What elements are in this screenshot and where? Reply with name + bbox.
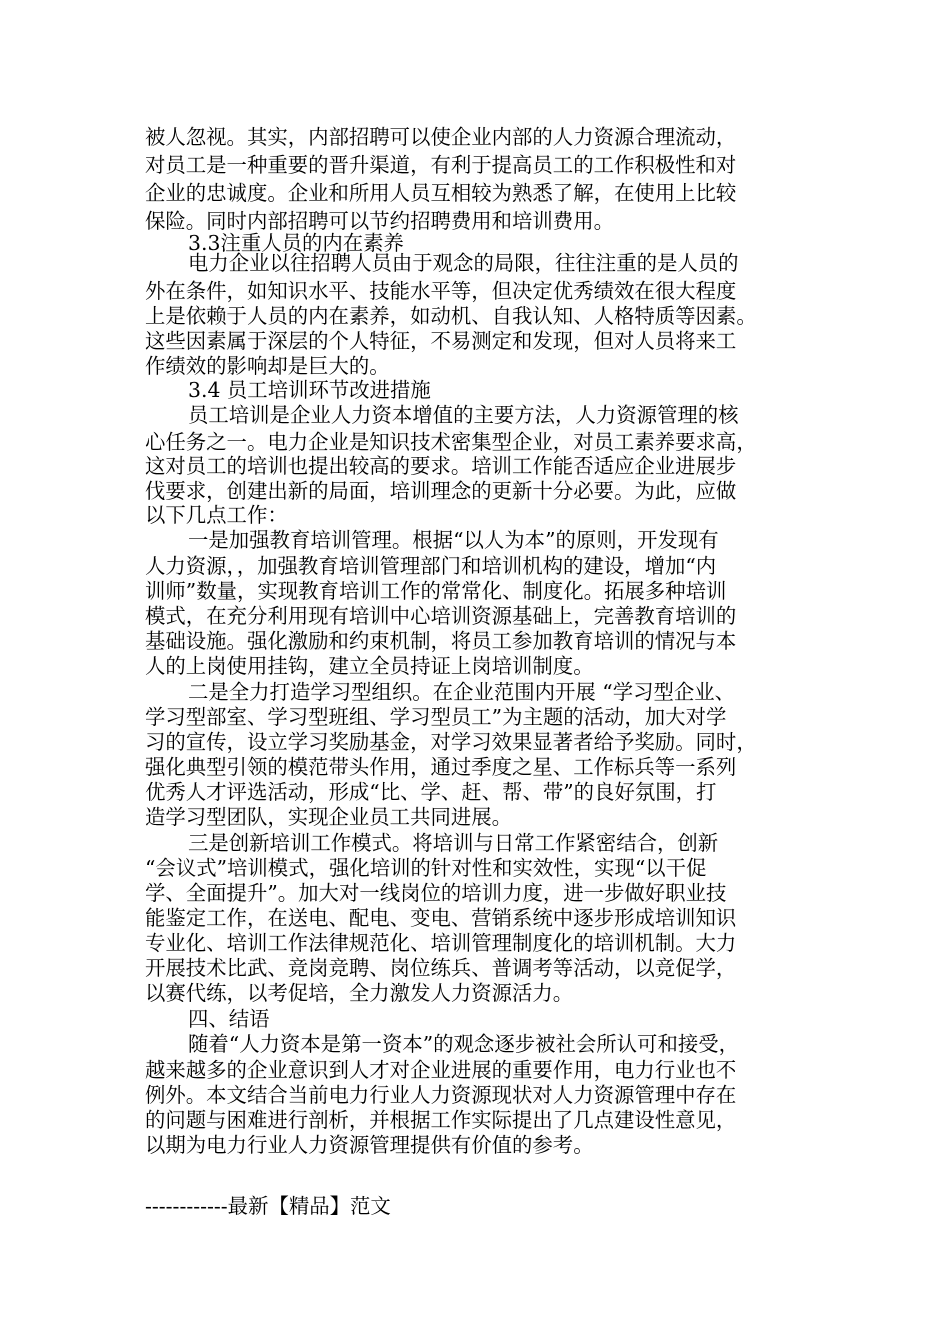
paragraph-line: 心任务之一。电力企业是知识技术密集型企业，对员工素养要求高， — [145, 430, 757, 454]
paragraph-line: 人的上岗使用挂钩，建立全员持证上岗培训制度。 — [145, 654, 594, 678]
paragraph-line: 造学习型团队，实现企业员工共同进展。 — [145, 805, 513, 829]
paragraph-line: 保险。同时内部招聘可以节约招聘费用和培训费用。 — [145, 209, 614, 233]
section-heading: 四、结语 — [188, 1007, 270, 1031]
paragraph-line: 模式，在充分利用现有培训中心培训资源基础上，完善教育培训的 — [145, 604, 737, 628]
paragraph-line: 习的宣传，设立学习奖励基金，对学习效果显著者给予奖励。同时， — [145, 730, 757, 754]
paragraph-line: 人力资源，，加强教育培训管理部门和培训机构的建设，增加“内 — [145, 554, 717, 578]
paragraph-line: 外在条件，如知识水平、技能水平等，但决定优秀绩效在很大程度 — [145, 279, 737, 303]
paragraph-line: 专业化、培训工作法律规范化、培训管理制度化的培训机制。大力 — [145, 931, 737, 955]
paragraph-line: “会议式”培训模式，强化培训的针对性和实效性，实现“以干促 — [145, 856, 707, 880]
paragraph-line: 能鉴定工作，在送电、配电、变电、营销系统中逐步形成培训知识 — [145, 906, 737, 930]
paragraph-line: 的问题与困难进行剖析，并根据工作实际提出了几点建设性意见， — [145, 1108, 737, 1132]
paragraph-line: 以下几点工作： — [145, 503, 288, 527]
paragraph-line: 三是创新培训工作模式。将培训与日常工作紧密结合，创新 — [188, 831, 719, 855]
section-heading: 3.4 员工培训环节改进措施 — [188, 378, 431, 402]
paragraph-line: 随着“人力资本是第一资本”的观念逐步被社会所认可和接受， — [188, 1032, 740, 1056]
paragraph-line: 以期为电力行业人力资源管理提供有价值的参考。 — [145, 1133, 594, 1157]
paragraph-line: 电力企业以往招聘人员由于观念的局限，往往注重的是人员的 — [188, 251, 739, 275]
paragraph-line: 上是依赖于人员的内在素养，如动机、自我认知、人格特质等因素。 — [145, 304, 757, 328]
paragraph-line: 开展技术比武、竞岗竞聘、岗位练兵、普调考等活动，以竞促学， — [145, 956, 737, 980]
paragraph-line: 这对员工的培训也提出较高的要求。培训工作能否适应企业进展步 — [145, 454, 737, 478]
paragraph-line: 优秀人才评选活动，形成“比、学、赶、帮、带”的良好氛围，打 — [145, 780, 717, 804]
paragraph-line: 学、全面提升”。加大对一线岗位的培训力度，进一步做好职业技 — [145, 881, 727, 905]
paragraph-line: 伐要求，创建出新的局面，培训理念的更新十分必要。为此，应做 — [145, 479, 737, 503]
paragraph-line: 这些因素属于深层的个人特征，不易测定和发现，但对人员将来工 — [145, 329, 737, 353]
paragraph-line: 以赛代练，以考促培，全力激发人力资源活力。 — [145, 981, 574, 1005]
paragraph-line: 二是全力打造学习型组织。在企业范围内开展 “学习型企业、 — [188, 680, 736, 704]
paragraph-line: 训师”数量，实现教育培训工作的常常化、制度化。拓展多种培训 — [145, 579, 727, 603]
page-footer: ------------最新【精品】范文 — [145, 1194, 391, 1218]
paragraph-line: 作绩效的影响却是巨大的。 — [145, 354, 390, 378]
paragraph-line: 员工培训是企业人力资本增值的主要方法，人力资源管理的核 — [188, 403, 739, 427]
paragraph-line: 越来越多的企业意识到人才对企业进展的重要作用，电力行业也不 — [145, 1058, 737, 1082]
paragraph-line: 强化典型引领的模范带头作用，通过季度之星、工作标兵等一系列 — [145, 755, 737, 779]
paragraph-line: 例外。本文结合当前电力行业人力资源现状对人力资源管理中存在 — [145, 1083, 737, 1107]
paragraph-line: 基础设施。强化激励和约束机制，将员工参加教育培训的情况与本 — [145, 629, 737, 653]
section-heading: 3.3注重人员的内在素养 — [188, 231, 404, 255]
paragraph-line: 对员工是一种重要的晋升渠道，有利于提高员工的工作积极性和对 — [145, 153, 737, 177]
paragraph-line: 一是加强教育培训管理。根据“以人为本”的原则，开发现有 — [188, 528, 719, 552]
paragraph-line: 企业的忠诚度。企业和所用人员互相较为熟悉了解，在使用上比较 — [145, 181, 737, 205]
paragraph-line: 被人忽视。其实，内部招聘可以使企业内部的人力资源合理流动， — [145, 125, 737, 149]
paragraph-line: 学习型部室、学习型班组、学习型员工”为主题的活动，加大对学 — [145, 705, 727, 729]
